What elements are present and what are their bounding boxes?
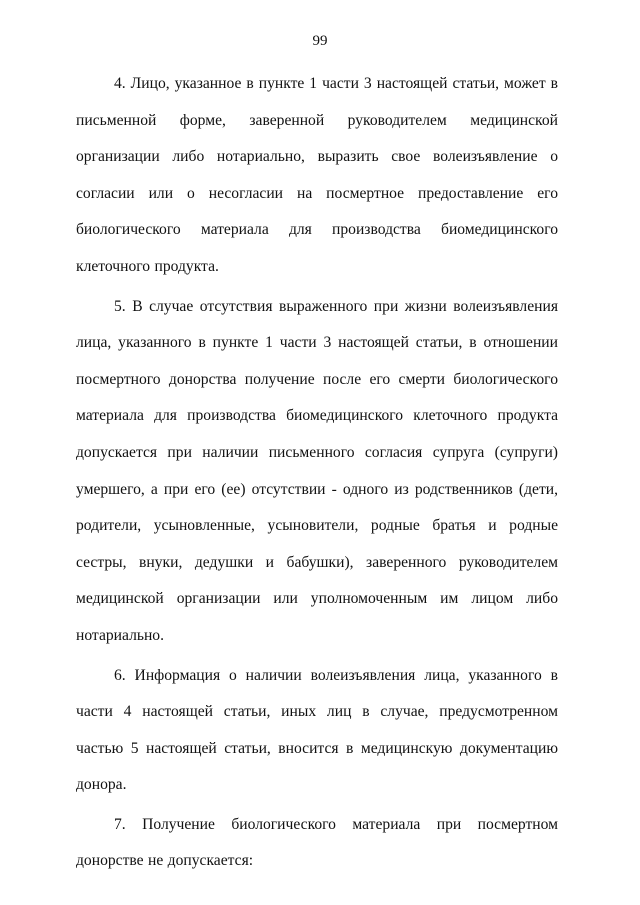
paragraph-4: 4. Лицо, указанное в пункте 1 части 3 настоящей статьи, может в письменной форме, заверенной руководителем медицинской организации либо нотариально, выразить свое волеизъявление о согласии или о несогласии на посмертное предоставление его биологического материала для производства биомедицинского клеточного продукта. [76, 75, 558, 275]
paragraph-5: 5. В случае отсутствия выраженного при жизни волеизъявления лица, указанного в пункте 1 части 3 настоящей статьи, в отношении посмертного донорства получение после его смерти биологического материала для производства биомедицинского клеточного продукта допускается при наличии письменного согласия супруга (супруги) умершего, а при его (ее) отсутствии - одного из родственников (дети, родители, усыновленные, усыновители, родные братья и родные сестры, внуки, дедушки и бабушки), заверенного руководителем медицинской организации или уполномоченным им лицом либо нотариально. [76, 297, 558, 644]
paragraph-7: 7. Получение биологического материала при посмертном донорстве не допускается: [76, 815, 558, 870]
document-body [76, 66, 558, 880]
page-number: 99 [312, 33, 328, 49]
paragraph-6: 6. Информация о наличии волеизъявления лица, указанного в части 4 настоящей статьи, иных лиц в случае, предусмотренном частью 5 настоящей статьи, вносится в медицинскую документацию донора. [76, 666, 558, 794]
